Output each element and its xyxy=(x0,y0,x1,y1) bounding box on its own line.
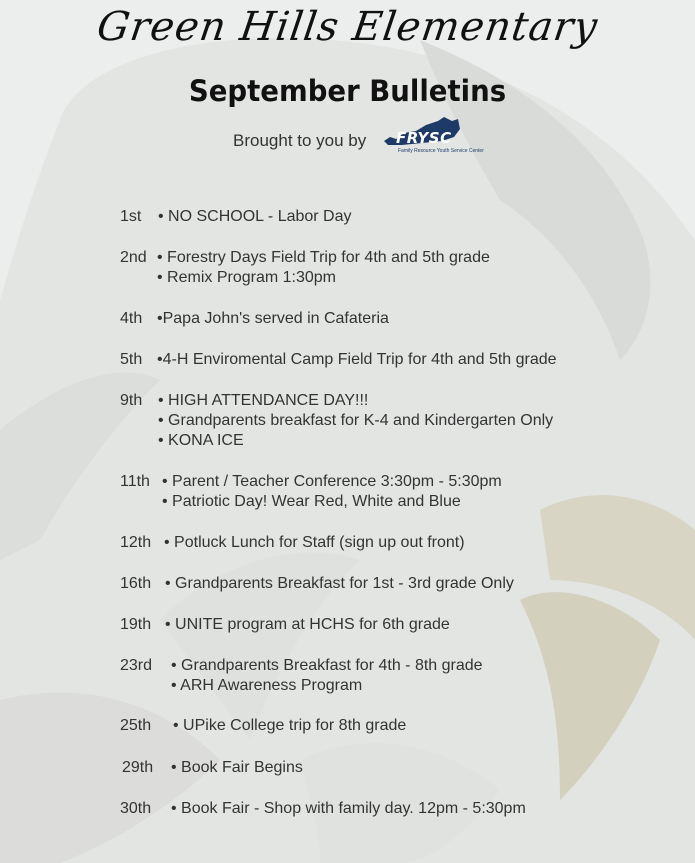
event-items xyxy=(165,615,450,635)
event-item: •4-H Enviromental Camp Field Trip for 4th and 5th grade xyxy=(157,351,557,368)
event-item: • Forestry Days Field Trip for 4th and 5th grade xyxy=(157,249,490,266)
event-item: • Parent / Teacher Conference 3:30pm - 5:30pm xyxy=(162,473,502,490)
event-day: 30th xyxy=(120,800,152,817)
event-item: • Book Fair - Shop with family day. 12pm - 5:30pm xyxy=(171,800,526,817)
event-day: 25th xyxy=(120,717,152,734)
event-day: 11th xyxy=(120,473,150,490)
event-item: • Patriotic Day! Wear Red, White and Blue xyxy=(162,493,461,510)
event-day: 9th xyxy=(120,392,143,409)
event-items xyxy=(157,350,557,370)
event-items xyxy=(171,656,483,696)
page-title: September Bulletins xyxy=(188,74,507,108)
event-items xyxy=(171,799,526,819)
event-item: • Grandparents Breakfast for 4th - 8th grade xyxy=(171,657,483,674)
event-day: 1st xyxy=(120,208,142,225)
event-item: • NO SCHOOL - Labor Day xyxy=(158,208,352,225)
event-items xyxy=(157,248,490,288)
event-items xyxy=(157,309,389,329)
event-item: • KONA ICE xyxy=(158,432,244,449)
frysc-logo xyxy=(382,115,484,157)
event-item: • Remix Program 1:30pm xyxy=(157,269,336,286)
event-day: 4th xyxy=(120,310,143,327)
event-items xyxy=(164,533,465,553)
event-day: 12th xyxy=(120,534,152,551)
event-item: • Grandparents Breakfast for 1st - 3rd grade Only xyxy=(165,575,514,592)
event-item: • UNITE program at HCHS for 6th grade xyxy=(165,616,450,633)
logo-subtext: Family Resource Youth Service Center xyxy=(398,148,484,154)
event-items xyxy=(158,207,352,227)
logo-text: FRYSC xyxy=(396,129,452,147)
event-item: • Book Fair Begins xyxy=(171,759,303,776)
event-item: • HIGH ATTENDANCE DAY!!! xyxy=(158,392,369,409)
event-items xyxy=(158,391,553,451)
event-items xyxy=(171,758,303,778)
event-day: 16th xyxy=(120,575,152,592)
brought-to-you-text: Brought to you by xyxy=(233,131,367,150)
event-item: • ARH Awareness Program xyxy=(171,677,363,694)
event-item: • Potluck Lunch for Staff (sign up out front) xyxy=(164,534,465,551)
event-day: 23rd xyxy=(120,657,153,674)
event-day: 5th xyxy=(120,351,143,368)
event-items xyxy=(173,716,406,736)
event-item: • UPike College trip for 8th grade xyxy=(173,717,407,734)
event-day: 2nd xyxy=(120,249,147,266)
school-name: Green Hills Elementary xyxy=(94,4,601,50)
event-item: • Grandparents breakfast for K-4 and Kindergarten Only xyxy=(158,412,554,429)
event-day: 29th xyxy=(122,759,154,776)
event-day: 19th xyxy=(120,616,152,633)
event-item: •Papa John's served in Cafateria xyxy=(157,310,389,327)
event-items xyxy=(165,574,514,594)
event-items xyxy=(162,472,502,512)
